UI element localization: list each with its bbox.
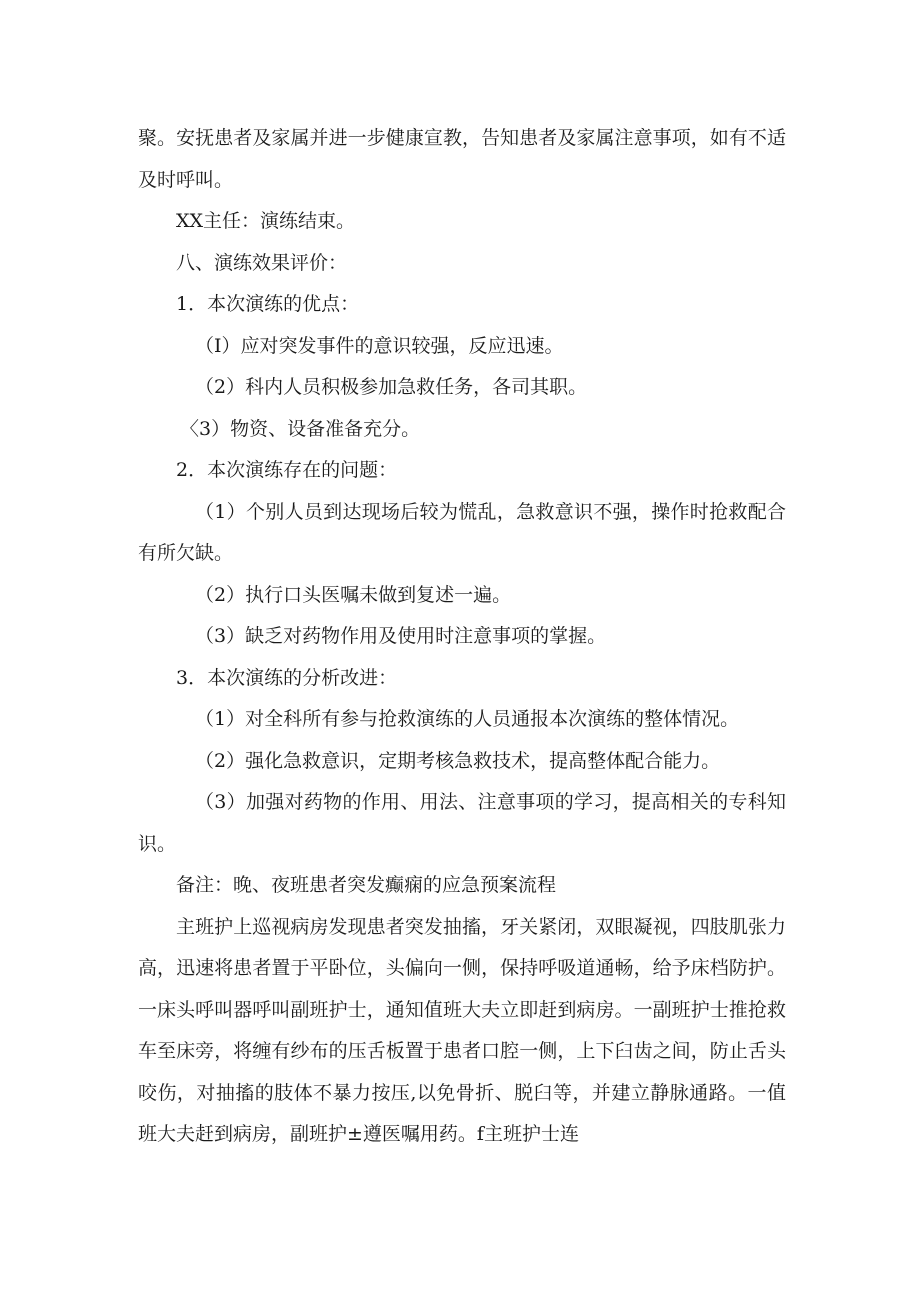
subheading-advantages: 1．本次演练的优点： xyxy=(176,293,360,315)
paragraph-director-end: XX主任：演练结束。 xyxy=(176,210,356,232)
document-body xyxy=(138,118,786,1156)
subheading-improvements: 3．本次演练的分析改进： xyxy=(176,666,398,689)
section-heading-evaluation: 八、演练效果评价： xyxy=(176,251,348,274)
list-item-advantage-2: （2）科内人员积极参加急救任务，各司其职。 xyxy=(195,376,588,398)
list-item-improvement-1: （1）对全科所有参与抢救演练的人员通报本次演练的整体情况。 xyxy=(195,708,740,730)
subheading-problems: 2．本次演练存在的问题： xyxy=(176,459,398,481)
list-item-problem-2: （2）执行口头医嘱未做到复述一遍。 xyxy=(195,583,512,606)
list-item-problem-1: （1）个别人员到达现场后较为慌乱，急救意识不强，操作时抢救配合有所欠缺。 xyxy=(138,500,786,564)
list-item-problem-3: （3）缺乏对药物作用及使用时注意事项的掌握。 xyxy=(195,625,607,647)
paragraph-continuation: 聚。安抚患者及家属并进一步健康宣教，告知患者及家属注意事项，如有不适及时呼叫。 xyxy=(138,127,786,191)
list-item-advantage-3: 〈3）物资、设备准备充分。 xyxy=(180,417,421,440)
list-item-improvement-3: （3）加强对药物的作用、用法、注意事项的学习，提高相关的专科知识。 xyxy=(138,791,786,855)
list-item-improvement-2: （2）强化急救意识，定期考核急救技术，提高整体配合能力。 xyxy=(195,749,721,772)
paragraph-procedure: 主班护上巡视病房发现患者突发抽搐，牙关紧闭，双眼凝视，四肢肌张力高，迅速将患者置于平卧位，头偏向一侧，保持呼吸道通畅，给予床档防护。一床头呼叫器呼叫副班护士，通知值班大夫立即赶到病房。一副班护士推抢救车至床旁，将缠有纱布的压舌板置于患者口腔一侧，上下臼齿之间，防止舌头咬伤，对抽搐的肢体不暴力按压,以免骨折、脱臼等，并建立静脉通路。一值班大夫赶到病房，副班护±遵医嘱用药。f主班护士连 xyxy=(138,915,786,1145)
note-heading: 备注：晚、夜班患者突发癫痫的应急预案流程 xyxy=(176,874,557,896)
list-item-advantage-1: （I）应对突发事件的意识较强，反应迅速。 xyxy=(195,334,564,357)
